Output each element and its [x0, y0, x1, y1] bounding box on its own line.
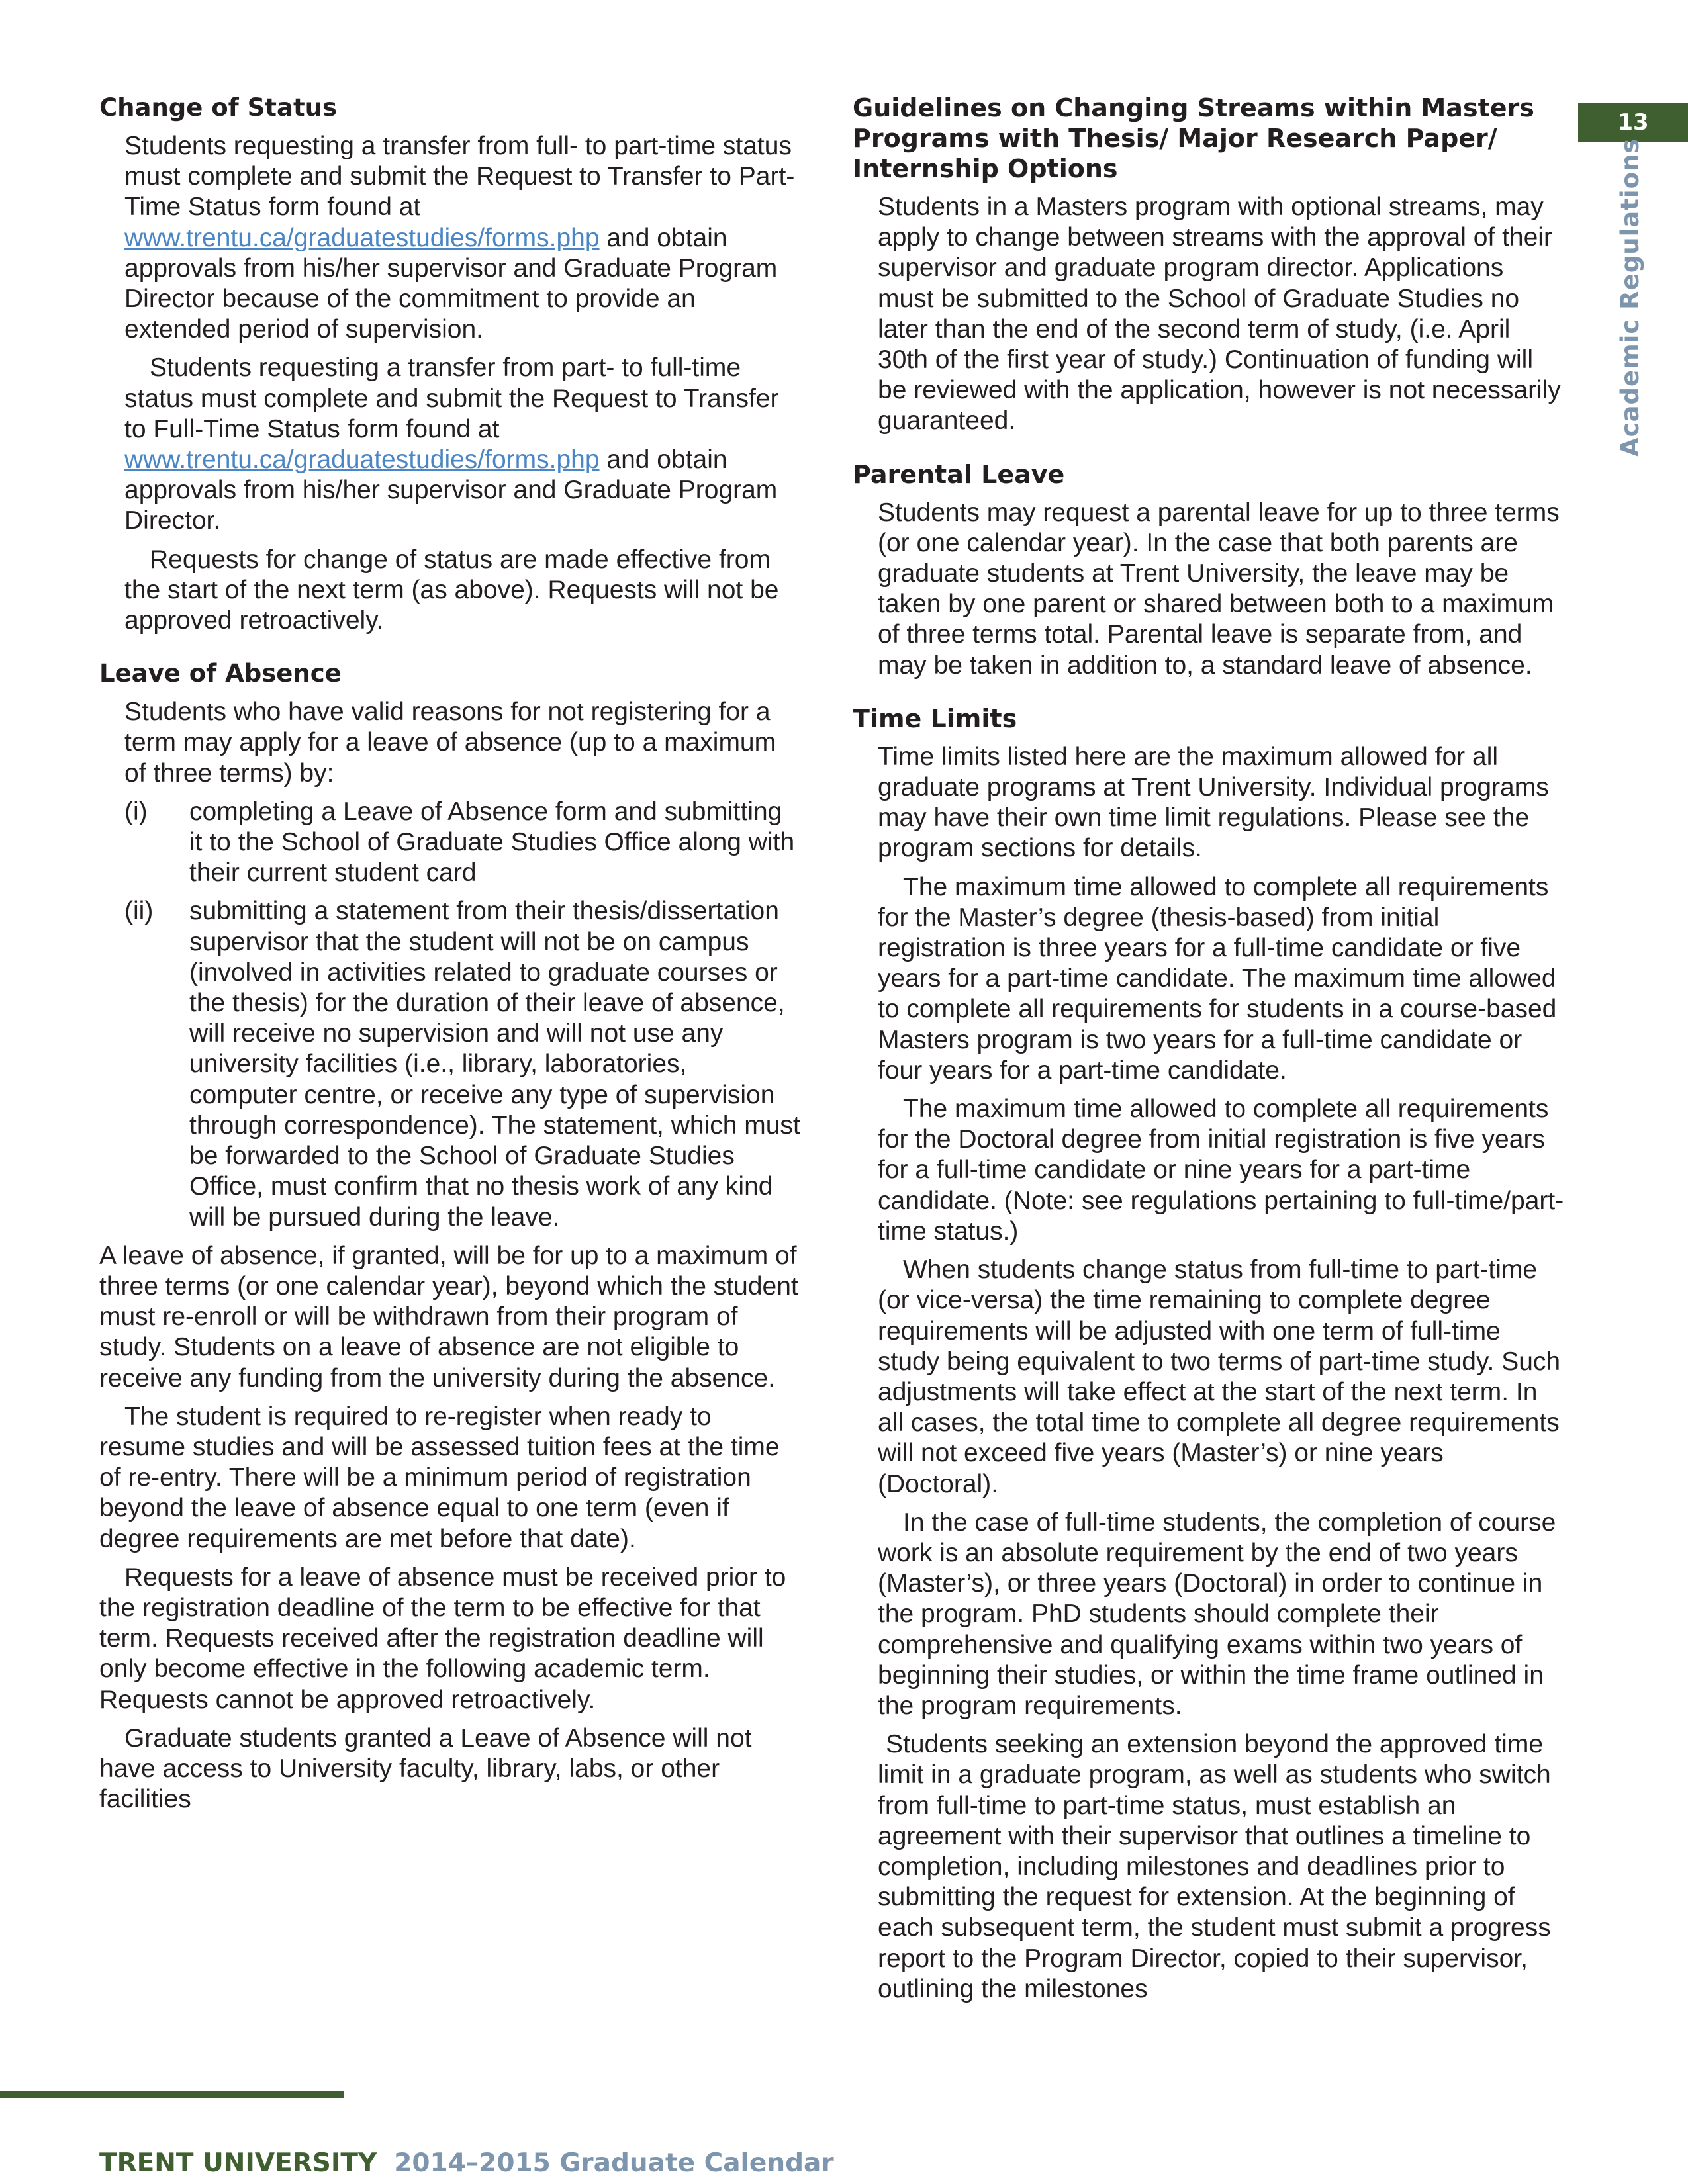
leave-access-paragraph: Graduate students granted a Leave of Absence will not have access to University faculty, library, labs, or other facilities [99, 1723, 752, 1814]
time-limits-paragraph-6: Students seeking an extension beyond the approved time limit in a graduate program, as well as students who switch from full-time to part-time status, must establish an agreement with their supervisor that outlines a timeline to completion, including milestones and deadlines prior to submitting the request for extension. At the beginning of each subsequent term, the student must submit a progress report to the Program Director, copied to their supervisor, outlining the milestones [878, 1730, 1551, 2003]
footer-calendar-title: 2014–2015 Graduate Calendar [394, 2148, 834, 2178]
forms-link-full-time[interactable]: www.trentu.ca/graduatestudies/forms.php [124, 445, 600, 475]
leave-granted-paragraph: A leave of absence, if granted, will be for up to a maximum of three terms (or one calendar year), beyond which the student must re-enroll or will be withdrawn from their program of study. Students on a leave of absence are not eligible to receive any funding from the university during the absence. [99, 1241, 798, 1392]
streams-paragraph: Students in a Masters program with optional streams, may apply to change between streams with the approval of their supervisor and graduate program director. Applications must be submitted to the School of Graduate Studies no later than the end of the second term of study, (i.e. April 30th of the first year of study.) Continuation of funding will be reviewed with the application, however is not necessarily guaranteed. [878, 193, 1561, 435]
leave-requirements-list [99, 797, 801, 1233]
time-limits-paragraph-5: In the case of full-time students, the completion of course work is an absolute requirement by the end of two years (Master’s), or three years (Doctoral) in order to continue in the program. PhD students should complete their comprehensive and qualifying exams within two years of beginning their studies, or within the time frame outlined in the program requirements. [878, 1508, 1556, 1720]
list-item-number: (i) [124, 797, 148, 826]
time-limits-paragraph-2: The maximum time allowed to complete all requirements for the Master’s degree (thesis-based) from initial registration is three years for a full-time candidate or five years for a part-time candidate. The maximum time allowed to complete all requirements for students in a course-based Masters program is two years for a full-time candidate or four years for a part-time candidate. [878, 872, 1557, 1085]
footer-rule [0, 2091, 344, 2098]
heading-leave-of-absence: Leave of Absence [99, 659, 342, 688]
leave-intro: Students who have valid reasons for not registering for a term may apply for a leave of absence (up to a maximum of three terms) by: [124, 698, 776, 788]
change-status-paragraph-1: Students requesting a transfer from full- to part-time status must complete and submit the Request to Transfer to Part-Time Status form found at www.trentu.ca/graduatestudies/forms.php and obtain approvals from his/her supervisor and Graduate Program Director because of the commitment to provide an extended period of supervision. [124, 132, 795, 344]
list-item-text: completing a Leave of Absence form and submitting it to the School of Graduate Studies Office along with their current student card [189, 797, 795, 887]
parental-paragraph: Students may request a parental leave for up to three terms (or one calendar year). In the case that both parents are graduate students at Trent University, the leave may be taken by one parent or shared between both to a maximum of three terms total. Parental leave is separate from, and may be taken in addition to, a standard leave of absence. [878, 498, 1560, 680]
list-item [99, 797, 801, 889]
time-limits-paragraph-1: Time limits listed here are the maximum allowed for all graduate programs at Trent University. Individual programs may have their own time limit regulations. Please see the program sections for details. [878, 742, 1549, 863]
change-status-paragraph-3: Requests for change of status are made effective from the start of the next term (as above). Requests will not be approved retroactively. [124, 545, 779, 635]
list-item-text: submitting a statement from their thesis/dissertation supervisor that the student will not be on campus (involved in activities related to graduate courses or the thesis) for the duration of their leave of absence, will receive no supervision and will not use any university facilities (i.e., library, laboratories, computer centre, or receive any type of supervision through correspondence). The statement, which must be forwarded to the School of Graduate Studies Office, must confirm that no thesis work of any kind will be pursued during the leave. [189, 897, 800, 1232]
time-limits-paragraph-4: When students change status from full-time to part-time (or vice-versa) the time remaining to complete degree requirements will be adjusted with one term of full-time study being equivalent to two terms of part-time study. Such adjustments will take effect at the start of the next term. In all cases, the total time to complete all degree requirements will not exceed five years (Master’s) or nine years (Doctoral). [878, 1255, 1561, 1498]
leave-reregister-paragraph: The student is required to re-register when ready to resume studies and will be assessed tuition fees at the time of re-entry. There will be a minimum period of registration beyond the leave of absence equal to one term (even if degree requirements are met before that date). [99, 1402, 780, 1553]
heading-change-of-status: Change of Status [99, 93, 338, 122]
forms-link-part-time[interactable]: www.trentu.ca/graduatestudies/forms.php [124, 223, 600, 252]
page-number: 13 [1578, 103, 1688, 142]
list-item-number: (ii) [124, 897, 154, 926]
footer-university: TRENT UNIVERSITY [99, 2148, 377, 2178]
heading-time-limits: Time Limits [853, 704, 1017, 733]
page-footer [99, 2148, 834, 2178]
right-column [853, 93, 1565, 2005]
time-limits-paragraph-3: The maximum time allowed to complete all requirements for the Doctoral degree from initial registration is five years for a full-time candidate or nine years for a part-time candidate. (Note: see regulations pertaining to full-time/part-time status.) [878, 1095, 1564, 1246]
heading-changing-streams: Guidelines on Changing Streams within Masters Programs with Thesis/ Major Research Paper/ Internship Options [853, 93, 1534, 183]
change-status-paragraph-2: Students requesting a transfer from part- to full-time status must complete and submit the Request to Transfer to Full-Time Status form found at www.trentu.ca/graduatestudies/forms.php and obtain approvals from his/her supervisor and Graduate Program Director. [124, 353, 779, 535]
list-item [99, 896, 801, 1232]
heading-parental-leave: Parental Leave [853, 459, 1065, 489]
leave-requests-paragraph: Requests for a leave of absence must be received prior to the registration deadline of the term to be effective for that term. Requests received after the registration deadline will only become effective in the following academic term. Requests cannot be approved retroactively. [99, 1563, 786, 1714]
section-side-label: Academic Regulations [1616, 138, 1644, 457]
left-column [99, 93, 801, 1815]
